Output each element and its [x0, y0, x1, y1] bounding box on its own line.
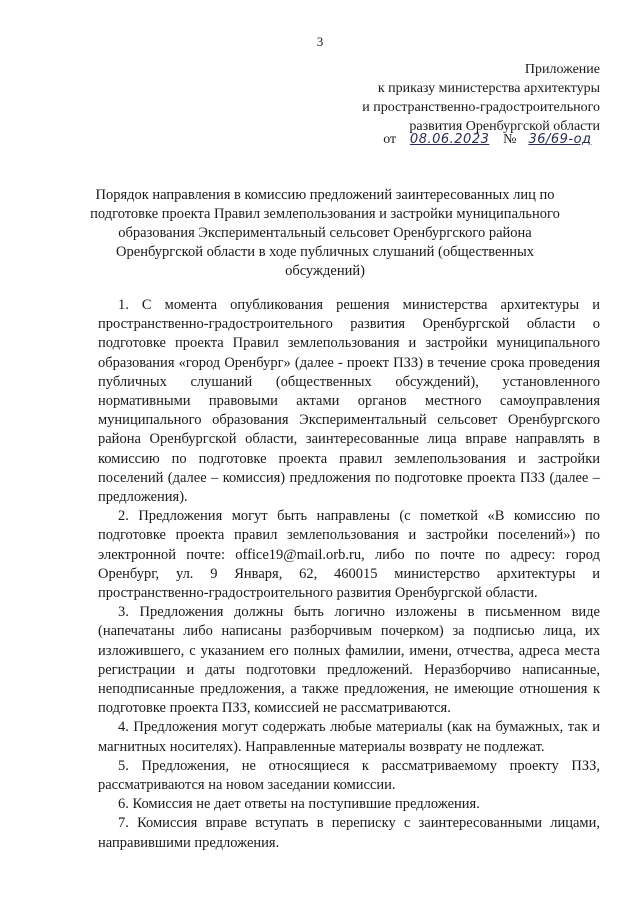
number-label: №	[503, 132, 517, 147]
page-number: 3	[316, 34, 324, 49]
paragraph: 1. С момента опубликования решения министерства архитектуры и пространственно-градостроительного развития Оренбургской области о подготовке проекта Правил землепользования и застройки муниципального образования «город Оренбург» (далее - проект ПЗЗ) в течение срока проведения публичных слушаний (общественных обсуждений), установленного нормативными правовыми актами органов местного самоуправления муниципального образования Экспериментальный сельсовет Оренбургского района Оренбургской области, заинтересованные лица вправе направлять в комиссию по подготовке проекта правил землепользования и застройки поселений (далее – комиссия) предложения по подготовке проекта ПЗЗ (далее – предложения).	[98, 297, 600, 506]
from-label: от	[383, 132, 397, 147]
appendix-header	[300, 60, 600, 136]
paragraph: 2. Предложения могут быть направлены (с пометкой «В комиссию по подготовке проекта правил землепользования и застройки поселений») по электронной почте: office19@mail.orb.ru, либо по почте по адресу: город Оренбург, ул. 9 Января, 62, 460015 министерство архитектуры и пространственно-градостроительного развития Оренбургской области.	[98, 508, 600, 602]
order-number: 36/69-од	[528, 132, 592, 147]
appendix-line: и пространственно-градостроительного	[362, 100, 600, 115]
appendix-line: Приложение	[524, 62, 600, 77]
order-date: 08.06.2023	[409, 132, 490, 147]
appendix-line: развития Оренбургской области	[409, 119, 600, 134]
order-reference	[383, 132, 600, 148]
document-body	[98, 296, 600, 853]
paragraph: 4. Предложения могут содержать любые материалы (как на бумажных, так и магнитных носителях). Направленные материалы возврату не подлежат.	[98, 719, 600, 755]
document-title: Порядок направления в комиссию предложений заинтересованных лиц по подготовке проекта Правил землепользования и застройки муниципального образования Экспериментальный сельсовет Оренбургского района Оренбургской области в ходе публичных слушаний (общественных обсуждений)	[90, 187, 560, 279]
paragraph: 3. Предложения должны быть логично изложены в письменном виде (напечатаны либо написаны разборчивым почерком) за подписью лица, их изложившего, с указанием его полных фамилии, имени, отчества, адреса места регистрации и даты подготовки предложений. Неразборчиво написанные, неподписанные предложения, а также предложения, не имеющие отношения к подготовке проекта ПЗЗ, комиссией не рассматриваются.	[98, 604, 600, 717]
paragraph: 5. Предложения, не относящиеся к рассматриваемому проекту ПЗЗ, рассматриваются на новом заседании комиссии.	[98, 757, 600, 794]
paragraph: 6. Комиссия не дает ответы на поступившие предложения.	[118, 796, 480, 813]
paragraph: 7. Комиссия вправе вступать в переписку с заинтересованными лицами, направившими предложения.	[98, 815, 600, 851]
appendix-line: к приказу министерства архитектуры	[377, 81, 600, 96]
